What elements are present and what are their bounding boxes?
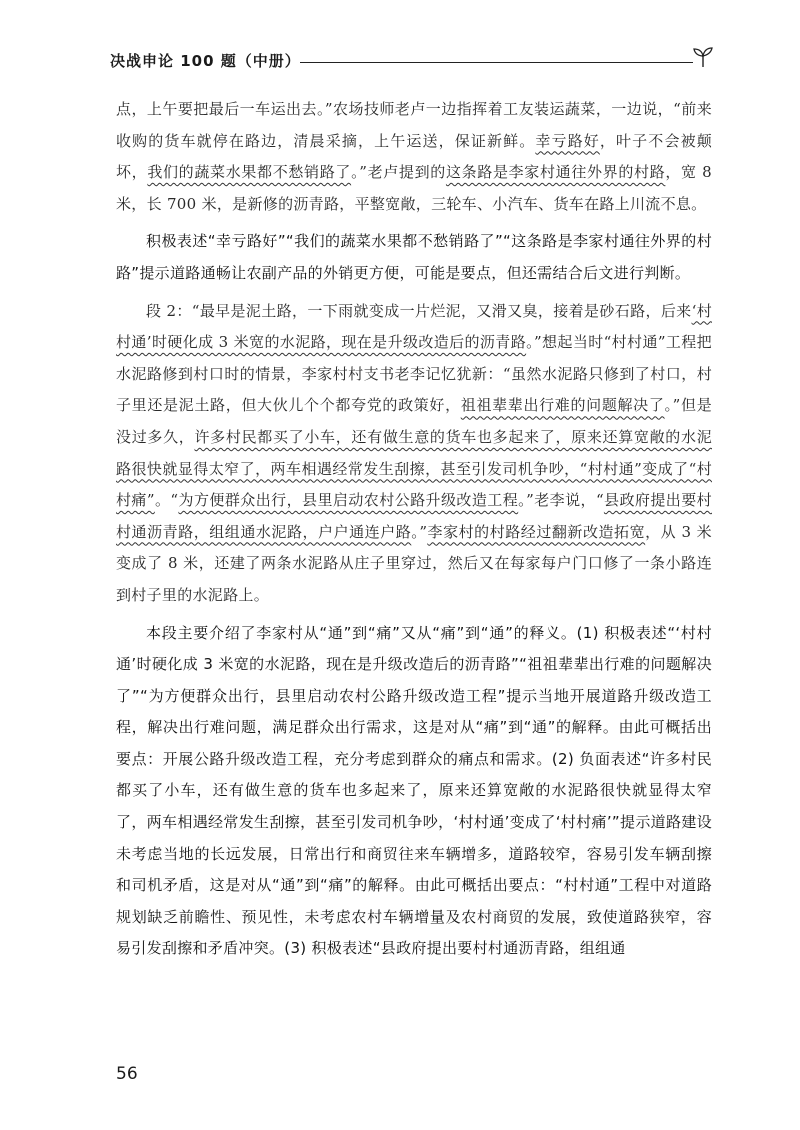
text-span: ，从 3 米变成了 8 米，还建了两条水泥路从庄子里穿过，然后又在每家每户门口修了一条小路连到村子里的水泥路上。 bbox=[116, 522, 712, 604]
underlined-phrase: 许多村民都买了小车，还有做生意的货车也多起来了，原来还算宽敞的水泥路很快就显得太窄了，两车相遇经常发生刮擦，甚至引发司机争吵，“村村通”变成了“村村痛” bbox=[116, 427, 712, 510]
text-span: 段 2：“最早是泥土路，一下雨就变成一片烂泥，又滑又臭，接着是砂石路，后来 bbox=[146, 301, 692, 320]
text-span: 。”老李说，“ bbox=[518, 491, 604, 510]
analysis-paragraph bbox=[116, 618, 712, 966]
text-span: ，宽 8 米，长 700 米，是新修的沥青路，平整宽敞，三轮车、小汽车、货车在路上川流不息。 bbox=[116, 163, 712, 213]
text-span: 积极表述“幸亏路好”“我们的蔬菜水果都不愁销路了”“这条路是李家村通往外界的村路”提示道路通畅让农副产品的外销更方便，可能是要点，但还需结合后文进行判断。 bbox=[116, 232, 712, 282]
page-header bbox=[110, 46, 715, 76]
underlined-phrase: ‘村村通’时硬化成 3 米宽的水泥路，现在是升级改造后的沥青路 bbox=[116, 301, 712, 352]
analysis-paragraph bbox=[116, 226, 712, 289]
text-span: 。“ bbox=[154, 491, 179, 510]
text-span: 本段主要介绍了李家村从“通”到“痛”又从“痛”到“通”的释义。(1) 积极表述“‘村村通’时硬化成 3 米宽的水泥路，现在是升级改造后的沥青路”“祖祖辈辈出行难的问题解决了”“为方便群众出行，县里启动农村公路升级改造工程”提示当地开展道路升级改造工程，解决出行难问题，满足群众出行需求，这是对从“痛”到“通”的解释。由此可概括出要点：开展公路升级改造工程，充分考虑到群众的痛点和需求。(2) 负面表述“许多村民都买了小车，还有做生意的货车也多起来了，原来还算宽敞的水泥路很快就显得太窄了，两车相遇经常发生刮擦，甚至引发司机争吵，‘村村通’变成了‘村村痛’”提示道路建设未考虑当地的长远发展，日常出行和商贸往来车辆增多，道路较窄，容易引发车辆刮擦和司机矛盾，这是对从“通”到“痛”的解释。由此可概括出要点：“村村通”工程中对道路规划缺乏前瞻性、预见性，未考虑农村车辆增量及农村商贸的发展，致使道路狭窄，容易引发刮擦和矛盾冲突。(3) 积极表述“县政府提出要村村通沥青路，组组通 bbox=[116, 623, 712, 958]
sprout-icon bbox=[691, 46, 715, 68]
underlined-phrase: 这条路是李家村通往外界的村路 bbox=[445, 163, 666, 182]
running-title: 决战申论 100 题（中册） bbox=[110, 52, 301, 70]
page-number: 56 bbox=[116, 1064, 138, 1084]
page-body bbox=[116, 94, 712, 965]
text-span: 。” bbox=[411, 522, 428, 541]
text-span: ，叶子不会被颠坏， bbox=[116, 131, 713, 182]
material-paragraph bbox=[116, 296, 712, 612]
text-span: 。”但是没过多久， bbox=[116, 396, 712, 446]
text-span: 。”老卢提到的 bbox=[351, 163, 446, 182]
underlined-phrase: 县政府提出要村村通沥青路，组组通水泥路，户户通连户路 bbox=[116, 491, 712, 541]
underlined-phrase: 李家村的村路经过翻新改造拓宽 bbox=[427, 522, 646, 541]
header-rule bbox=[300, 62, 693, 63]
underlined-phrase: 我们的蔬菜水果都不愁销路了 bbox=[147, 163, 352, 182]
underlined-phrase: 为方便群众出行，县里启动农村公路升级改造工程 bbox=[178, 491, 519, 510]
text-span: 。”想起当时“村村通”工程把水泥路修到村口时的情景，李家村村支书老李记忆犹新：“虽然水泥路只修到了村口，村子里还是泥土路，但大伙儿个个都夸党的政策好， bbox=[116, 333, 712, 415]
underlined-phrase: 幸亏路好 bbox=[535, 131, 600, 150]
material-paragraph bbox=[116, 94, 712, 220]
underlined-phrase: 祖祖辈辈出行难的问题解决了 bbox=[460, 396, 665, 415]
text-span: 点，上午要把最后一车运出去。”农场技师老卢一边指挥着工友装运蔬菜，一边说，“前来收购的货车就停在路边，清晨采摘，上午运送，保证新鲜。 bbox=[116, 100, 712, 150]
